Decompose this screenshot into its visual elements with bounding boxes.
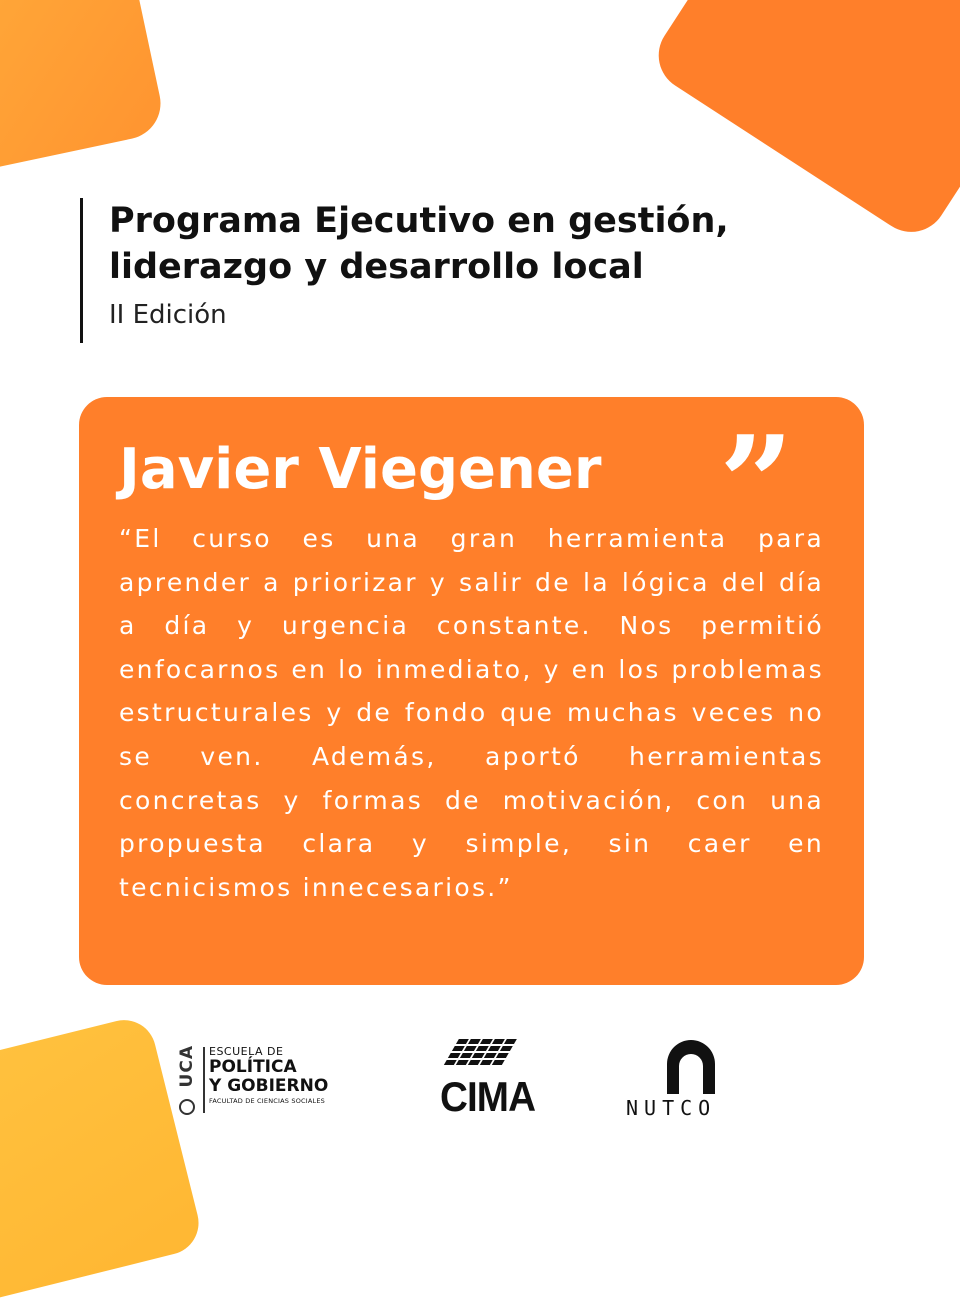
uca-line-1: ESCUELA DE <box>209 1045 284 1058</box>
uca-text <box>209 1045 328 1106</box>
uca-divider <box>203 1047 205 1113</box>
cima-grid-icon <box>440 1037 522 1073</box>
cima-logo <box>436 1035 536 1125</box>
uca-logo <box>175 1045 365 1115</box>
program-title <box>109 198 729 290</box>
nutco-wordmark: NUTCO <box>626 1096 717 1120</box>
nutco-logo <box>626 1040 756 1130</box>
quote-mark-icon: ” <box>719 407 794 560</box>
cima-wordmark: CIMA <box>440 1073 536 1120</box>
uca-line-3: Y GOBIERNO <box>209 1076 329 1096</box>
logos-footer <box>0 1030 960 1130</box>
testimonial-quote: “El curso es una gran herramienta para aprender a priorizar y salir de la lógica del día a día y urgencia constante. Nos permitió enfocarnos en lo inmediato, y en los problemas estructurales y de fondo que muchas veces no se ven. Además, aportó herramientas concretas y formas de motivación, con una propuesta clara y simple, sin caer en tecnicismos innecesarios.” <box>119 524 824 902</box>
program-title-line-2: liderazgo y desarrollo local <box>109 247 644 287</box>
decor-shape-top-left <box>0 0 167 174</box>
edition-label: II Edición <box>109 300 227 330</box>
program-title-line-1: Programa Ejecutivo en gestión, <box>109 201 729 241</box>
testimonial-card <box>79 397 864 985</box>
title-block <box>80 198 729 343</box>
nutco-arch-icon <box>661 1040 721 1094</box>
uca-vertical-mark <box>175 1045 199 1115</box>
uca-line-4: FACULTAD DE CIENCIAS SOCIALES <box>209 1097 325 1105</box>
uca-line-2: POLÍTICA <box>209 1057 297 1077</box>
testimonial-name: Javier Viegener <box>119 437 602 502</box>
uca-vertical-word: UCA <box>177 1045 197 1088</box>
uca-seal-icon <box>179 1099 195 1115</box>
